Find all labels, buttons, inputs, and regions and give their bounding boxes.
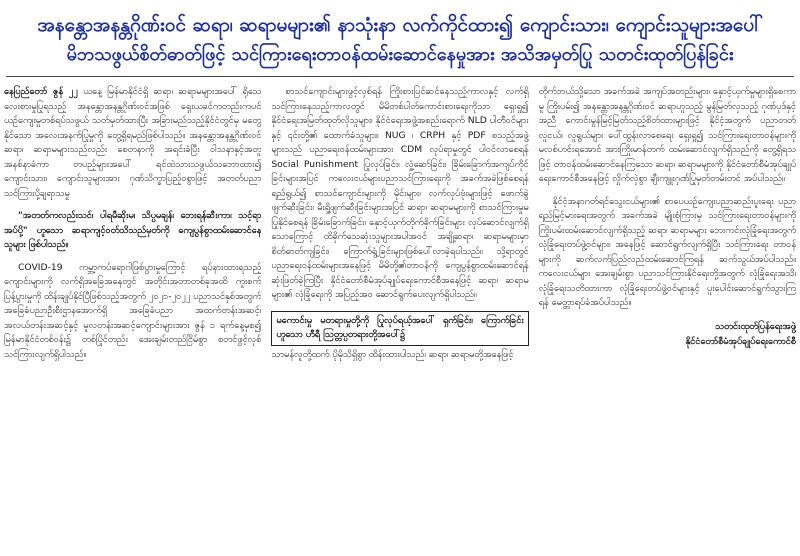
article-paragraph: COVID-19 ကမ္ဘာ့ကပ်ရောဂါဖြစ်ပွားမှုကြောင့် ရပ်နားထားရသည့် ကျောင်းများကို လက်ရှိအခြေအနေတွင် အတိုင်းအတာတစ်ခုအထိ ကူးစက်ပြန့်ပွားမှုကို ထိန်းချုပ်နိုင်ပြီဖြစ်သည့်အတွက် ၂၀၂၁-၂၀၂၂ ပညာသင်နှစ်အတွက် အခြေခံပညာဦးစီးဌာနအောက်ရှိ အခြေခံပညာ အထက်တန်းအဆင့်၊ အလယ်တန်းအဆင့်နှင့် မူလတန်းအဆင့်ကျောင်းများအား ဇွန် ၁ ရက်နေ့မှစ၍ မြန်မာနိုင်ငံတစ်ဝန်း၌ တစ်ပြိုင်တည်း အေးချမ်းတည်ငြိမ်စွာ စတင်ဖွင့်လှစ်သင်ကြားလျက်ရှိပါသည်။ [4,261,262,360]
article-paragraph: စာသင်ကျောင်းများဖွင့်လှစ်ရန် ကြိုးစားပြင်ဆင်နေသည့်ကာလနှင့် လက်ရှိသင်ကြားနေသည့်ကာလတွင် မိမိတစ်ပါတ်ကောင်းစားရေးကိုသာ ရှေးရှု၍ နိုင်ငံရေးအမြတ်ထုတ်လိုသူများ၊ နိုင်ငံရေးအဖွဲ့အစည်းရောက် NLD ပါတီဝင်များနှင့် ၎င်းတို့၏ ထောက်ခံသူများ၊ NUG ၊ CRPH နှင့် PDF စသည့်အဖွဲ့များသည် ပညာရေးဝန်ထမ်းများအား CDM လုပ်ရာမှုတွင် ပါဝင်လာစေရန် Social Punishment ပြုလုပ်ခြင်း၊ လှုံ့ဆော်ခြင်း၊ ခြိမ်းခြောက်အကျပ်ကိုင်ခြင်းများအပြင် ကလေးငယ်များပညာသင်ကြားရေးကို အခက်အခဲဖြစ်စေရန်ရည်ရွယ်၍ စာသင်ကျောင်းများကို မိုင်းများ၊ လက်လုပ်ဗုံးများဖြင့် ဖောက်ခွဲဖျက်ဆီးခြင်း၊ မီးရှို့ဖျက်ဆီးခြင်းများအပြင် ဆရာ၊ ဆရာမများကို စာသင်ကြားမှုမပြုနိုင်စေရန် ခြိမ်းခြောက်ခြင်း၊ နှောင့်ယှက်တိုက်ခိုက်ခြင်းများ လုပ်ဆောင်လျက်ရှိသောကြောင့် ထိခိုက်သေဆုံးသူများအပါအဝင် အချို့ဆရာ၊ ဆရာမများမှာ စိတ်ဓာတ်ကျခြင်း၊ ကြောက်ရွံ့ခြင်းများဖြစ်ပေါ်လာခဲ့ရပါသည်။ သို့ရာတွင် ပညာရေးဝန်ထမ်းများအနေဖြင့် မိမိတို့၏တာဝန်ကို ကျေပွန်စွာထမ်းဆောင်ရန် ဆုံးဖြတ်ခဲ့ကြပြီး နိုင်ငံတော်စီမံအုပ်ချုပ်ရေးကောင်စီအနေဖြင့် ဆရာ၊ ဆရာမများ၏ လုံခြုံရေးကို အပြည့်အဝ ဆောင်ရွက်ပေးလျက်ရှိပါသည်။ [271,86,529,300]
paragraph-text: ယနေ့ မြန်မာနိုင်ငံရှိ ဆရာ၊ ဆရာမများအပေါ် ရိုသေလေးစားမှုပြုရသည့် အနန္တောအနန္တဂိုဏ်းဝင်အဖြစ် ရှေးယခင်ကတည်းကပင် ယဉ်ကျေးမှုတစ်ရပ်သဖွယ် သတ်မှတ်ထားပြီး အခြားမည်သည့်နိုင်ငံတွင်မှ မတွေ့နိုင်သော အလေးအနက်ပြုမှုကို တွေ့ရှိရမည်ဖြစ်ပါသည်။ အနန္တောအနန္တဂိုဏ်းဝင် ဆရာ၊ ဆရာမများသည်လည်း စေတနာကို အရင်းခံပြီး ဝါသနာနှင့်အတူ အနစ်နာခံကာ တပည့်များအပေါ် ရင်ထဲသားသဖွယ်သဘောထား၍ ကျောင်းသား၊ ကျောင်းသူများအား ဂုဏ်သိက္ခာပြည့်ဝစွာဖြင့် အတတ်ပညာ သင်ကြားပို့ချရာသမှု [4,86,262,199]
article-column-3 [539,85,796,545]
signoff [539,319,796,349]
signoff-issuer: သတင်းထုတ်ပြန်ရေးအဖွဲ့ [715,320,796,332]
news-page [0,6,800,556]
article-paragraph: နိုင်ငံ့အနာဂတ်ရင်သွေးငယ်များ၏ စာပေယဉ်ကျေးပညာဆည်းပူးရေး ပညာရည်မြင့်မားရေးအတွက် အခက်အခဲ မျိုးစုံကြားမှ သင်ကြားရေးတာဝန်များကို ကြိုးပမ်းထမ်းဆောင်လျက်ရှိသည့် ဆရာ၊ ဆရာမများ ဘေးကင်းလုံခြုံရေးအတွက် လုံခြုံရေးတပ်ဖွဲ့ဝင်များ၊ အနေဖြင့် ဆောင်ရွက်လျက်ရှိပြီး သင်ကြားရေး တာဝန်များကို ဆက်လက်ပြည်လည်ထမ်းဆောင်ကြရန် ဆက်သွယ်အပ်ပါသည်။ ကလေးငယ်များ အေးချမ်းစွာ ပညာသင်ကြားနိုင်ရေးတို့အတွက် လုံခြုံရေးအသိ၊ လုံခြုံရေးသတိထားကာ လုံခြုံရေးတပ်ဖွဲ့ဝင်များနှင့် ပူးပေါင်းဆောင်ရွက်သွားကြရန် မေတ္တာရပ်ခံအပ်ပါသည်။ [538,195,796,308]
article-columns [4,85,796,545]
headline-line-1: အနန္တောအနန္တဂိုဏ်းဝင် ဆရာ၊ ဆရာမများ၏ နာသုံးနာ လက်ကိုင်ထား၍ ကျောင်းသား၊ ကျောင်းသူများအပေါ် [37,14,763,36]
headline-divider [6,76,794,77]
headline-line-2: မိဘသဖွယ်စိတ်ဓာတ်ဖြင့် သင်ကြားရေးတာဝန်ထမ်းဆောင်နေမှုအား အသိအမှတ်ပြု သတင်းထုတ်ပြန်ခြင်း [66,44,734,65]
article-paragraph: တိုက်ဘယ်သို့သော အခက်အခဲ အကျပ်အတည်းများ၊ နှောင့်ယှက်မှုများရှိစေကာမူ ကြိုးပမ်း၍ အနန္တောအနန္တဂိုဏ်းဝင် ဆရာဟူသည့် မွန်မြတ်လှသည့် ဂုဏ်ပုဒ်နှင့်အညီ ကောင်းမွန်မြင့်မြတ်သည့်စိတ်ထားများဖြင့် နိုင်ငံ့အတွက် ပညာတတ် လူငယ်၊ လူရွယ်များ ပေါ်ထွန်းလာစေရေး ရှေးရှု၍ သင်ကြားရေးတာဝန်များကို မလစ်ဟင်းရအောင် အားကြိုးမာန်တက် ထမ်းဆောင်လျက်ရှိသည်ကို တွေ့ရှိရသဖြင့် တာဝန်ထမ်းဆောင်နေကြသော ဆရာ၊ ဆရာမများကို နိုင်ငံတော်စီမံအုပ်ချုပ်ရေးကောင်စီအနေဖြင့် လှိုက်လှဲစွာ ချီးကျူးဂုဏ်ပြုမှတ်တမ်းတင် အပ်ပါသည်။ [538,86,796,184]
article-paragraph: သာမန်လူတို့ထက် ပိုမိုသိရှိစွာ ထိန်းထားပါသည်၊ ဆရာ၊ ဆရာမတို့အနေဖြင့် [271,348,514,360]
ethics-quote: "အတတ်ကလည်းသင်၊ ပါရမီဆိုးမ၊ သိပ္ပမချန်၊ ဘေးရန်ဆီးကာ၊ သင့်ရာအပ်ပို့" ဟူသော ဆရာကျင့်ဝတ်သိသည်မှတ်ကို ကျေပွန်စွာထမ်းဆောင်နေသူများ ဖြစ်ပါသည်။ [4,210,262,250]
article-column-2 [271,85,528,545]
highlighted-passage: မကောင်းမှု မတရားမှုတို့ကို ပြုလုပ်ရယ့်အပေါ် ရှက်ခြင်း၊ ကြောက်ခြင်းဟူသော ဟီရီ ဩတ္တပ္ပတရားတို့အပေါ်၌ [271,311,528,346]
headline [4,6,796,76]
dateline: နေပြည်တော် ဇွန် ၂၂ [4,86,78,97]
signoff-council: နိုင်ငံတော်စီမံအုပ်ချုပ်ရေးကောင်စီ [685,335,796,347]
article-paragraph [4,85,261,201]
article-column-1 [4,85,261,545]
